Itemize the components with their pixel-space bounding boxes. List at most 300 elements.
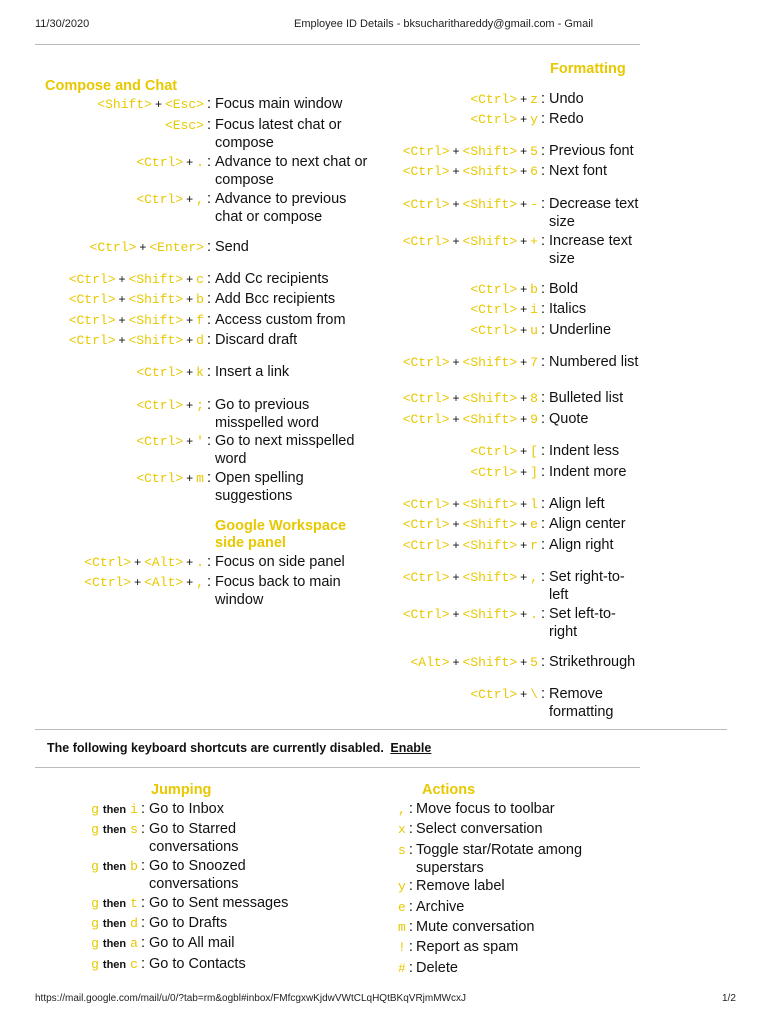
colon-separator: : [206, 433, 211, 449]
plus-separator: + [452, 164, 460, 178]
shortcut-description: Go to All mail [149, 935, 235, 951]
plus-separator: + [186, 292, 194, 306]
key-k: k [196, 365, 204, 380]
shortcut-row-go-to-inbox [87, 801, 314, 820]
then-separator: then [102, 918, 127, 930]
shortcut-keys [398, 919, 416, 937]
key-i: i [130, 802, 138, 817]
shortcut-description: Select conversation [416, 821, 543, 837]
shortcut-keys [398, 899, 416, 917]
shortcut-description: Discard draft [215, 332, 298, 348]
key-ctrl: <Ctrl> [136, 398, 184, 413]
colon-separator: : [540, 354, 545, 370]
formatting-heading: Formatting [550, 61, 626, 77]
shortcut-keys [87, 956, 149, 975]
shortcut-keys [45, 271, 215, 289]
shortcut-keys [87, 895, 149, 914]
shortcut-description: Go to Starred conversations [149, 821, 239, 855]
shortcut-keys [379, 443, 549, 461]
colon-separator: : [140, 915, 145, 931]
shortcut-keys [379, 686, 549, 704]
colon-separator: : [540, 569, 545, 585]
shortcut-description: Indent less [549, 443, 620, 459]
shortcut-keys [379, 411, 549, 429]
key-ctrl: <Ctrl> [470, 444, 518, 459]
shortcut-keys [379, 516, 549, 534]
key-alt: <Alt> [144, 555, 184, 570]
plus-separator: + [134, 555, 142, 569]
shortcut-keys [379, 143, 549, 161]
shortcut-description: Align center [549, 516, 626, 532]
actions-heading: Actions [422, 782, 476, 798]
shortcut-row-move-focus-to-toolbar [398, 801, 606, 819]
plus-separator: + [520, 655, 528, 669]
shortcut-row-archive [398, 899, 606, 917]
shortcut-row-add-bcc-recipients [45, 291, 377, 309]
plus-separator: + [118, 313, 126, 327]
key-symbol: , [196, 192, 204, 207]
plus-separator: + [520, 497, 528, 511]
top-divider [35, 44, 640, 45]
print-title: Employee ID Details - bksucharithareddy@gmail.com - Gmail [294, 18, 594, 30]
shortcut-row-mute-conversation [398, 919, 606, 937]
key-ctrl: <Ctrl> [402, 517, 450, 532]
key-ctrl: <Ctrl> [402, 234, 450, 249]
plus-separator: + [452, 391, 460, 405]
shortcut-keys [398, 801, 416, 819]
plus-separator: + [118, 272, 126, 286]
colon-separator: : [206, 332, 211, 348]
key-symbol: . [530, 607, 538, 622]
key-g: g [91, 936, 99, 951]
key-shift: <Shift> [462, 655, 518, 670]
shortcut-row-align-right [379, 537, 641, 555]
key-m: m [398, 920, 406, 935]
key-symbol: ] [530, 465, 538, 480]
shortcut-keys [45, 312, 215, 330]
shortcut-keys [87, 821, 149, 840]
shortcut-row-discard-draft [45, 332, 377, 350]
colon-separator: : [408, 842, 413, 858]
colon-separator: : [206, 554, 211, 570]
plus-separator: + [520, 687, 528, 701]
colon-separator: : [408, 801, 413, 817]
colon-separator: : [540, 516, 545, 532]
plus-separator: + [520, 517, 528, 531]
key-ctrl: <Ctrl> [402, 391, 450, 406]
plus-separator: + [186, 555, 194, 569]
key-ctrl: <Ctrl> [470, 112, 518, 127]
key-alt: <Alt> [410, 655, 450, 670]
plus-separator: + [186, 333, 194, 347]
shortcut-row-set-right-to-left [379, 569, 641, 604]
shortcut-keys [398, 842, 416, 860]
plus-separator: + [520, 323, 528, 337]
shortcut-description: Align right [549, 537, 614, 553]
shortcut-keys [379, 464, 549, 482]
shortcut-description: Italics [549, 301, 587, 317]
key-ctrl: <Ctrl> [136, 471, 184, 486]
shortcut-row-advance-to-previous-chat-or-compose [45, 191, 377, 226]
key-shift: <Shift> [128, 333, 184, 348]
colon-separator: : [540, 91, 545, 107]
plus-separator: + [520, 197, 528, 211]
shortcut-description: Insert a link [215, 364, 290, 380]
shortcut-keys [379, 537, 549, 555]
colon-separator: : [540, 143, 545, 159]
shortcut-description: Go to Sent messages [149, 895, 289, 911]
key-ctrl: <Ctrl> [136, 434, 184, 449]
shortcut-description: Increase text size [549, 233, 633, 267]
shortcut-description: Add Bcc recipients [215, 291, 336, 307]
key-t: t [130, 896, 138, 911]
shortcut-description: Advance to previous chat or compose [215, 191, 347, 225]
shortcut-keys [379, 496, 549, 514]
shortcut-description: Underline [549, 322, 612, 338]
key-5: 5 [530, 655, 538, 670]
key-shift: <Shift> [128, 272, 184, 287]
shortcut-keys [379, 606, 549, 624]
shortcut-keys [379, 91, 549, 109]
plus-separator: + [520, 391, 528, 405]
shortcut-row-bulleted-list [379, 390, 641, 408]
shortcut-row-send [45, 239, 377, 257]
page-number: 1/2 [722, 993, 736, 1004]
shortcut-keys [45, 397, 215, 415]
key-7: 7 [530, 355, 538, 370]
shortcut-row-remove-label [398, 878, 606, 896]
plus-separator: + [520, 234, 528, 248]
plus-separator: + [520, 607, 528, 621]
key-ctrl: <Ctrl> [84, 575, 132, 590]
enable-link[interactable]: Enable [390, 741, 432, 755]
key-i: i [530, 302, 538, 317]
shortcut-row-select-conversation [398, 821, 606, 839]
shortcut-keys [87, 915, 149, 934]
shortcut-keys [379, 569, 549, 587]
colon-separator: : [408, 960, 413, 976]
plus-separator: + [186, 155, 194, 169]
plus-separator: + [186, 272, 194, 286]
key-g: g [91, 896, 99, 911]
shortcut-row-go-to-sent-messages [87, 895, 314, 914]
shortcut-description: Mute conversation [416, 919, 535, 935]
shortcut-keys [379, 233, 549, 251]
key-ctrl: <Ctrl> [470, 323, 518, 338]
disabled-shortcuts-notice [47, 741, 431, 755]
plus-separator: + [452, 607, 460, 621]
key-z: z [530, 92, 538, 107]
key-ctrl: <Ctrl> [402, 355, 450, 370]
key-r: r [530, 538, 538, 553]
key-shift: <Shift> [462, 144, 518, 159]
key-shift: <Shift> [462, 517, 518, 532]
colon-separator: : [408, 939, 413, 955]
shortcut-description: Set right-to-left [549, 569, 625, 603]
key-g: g [91, 916, 99, 931]
key-c: c [196, 272, 204, 287]
shortcut-description: Report as spam [416, 939, 519, 955]
key-enter: <Enter> [149, 240, 204, 255]
key-shift: <Shift> [128, 292, 184, 307]
plus-separator: + [452, 412, 460, 426]
key-9: 9 [530, 412, 538, 427]
shortcut-row-indent-more [379, 464, 641, 482]
key-symbol: , [196, 575, 204, 590]
shortcut-keys [379, 163, 549, 181]
key-symbol: - [530, 197, 538, 212]
key-ctrl: <Ctrl> [68, 292, 116, 307]
plus-separator: + [452, 197, 460, 211]
shortcut-row-go-to-next-misspelled-word [45, 433, 377, 468]
shortcut-description: Indent more [549, 464, 627, 480]
colon-separator: : [540, 464, 545, 480]
shortcut-keys [379, 322, 549, 340]
key-shift: <Shift> [462, 570, 518, 585]
plus-separator: + [452, 517, 460, 531]
plus-separator: + [118, 333, 126, 347]
shortcut-description: Focus on side panel [215, 554, 345, 570]
shortcut-row-undo [379, 91, 641, 109]
shortcut-description: Numbered list [549, 354, 639, 370]
key-ctrl: <Ctrl> [470, 92, 518, 107]
shortcut-keys [379, 390, 549, 408]
shortcut-keys [87, 801, 149, 820]
plus-separator: + [520, 465, 528, 479]
key-ctrl: <Ctrl> [470, 687, 518, 702]
plus-separator: + [186, 575, 194, 589]
key-ctrl: <Ctrl> [470, 282, 518, 297]
shortcut-row-underline [379, 322, 641, 340]
colon-separator: : [540, 111, 545, 127]
colon-separator: : [140, 956, 145, 972]
plus-separator: + [520, 412, 528, 426]
colon-separator: : [408, 878, 413, 894]
colon-separator: : [140, 858, 145, 874]
shortcut-keys [45, 574, 215, 592]
key-a: a [130, 936, 138, 951]
shortcut-description: Remove formatting [549, 686, 614, 720]
plus-separator: + [134, 575, 142, 589]
plus-separator: + [186, 398, 194, 412]
shortcut-description: Next font [549, 163, 608, 179]
key-symbol: + [530, 234, 538, 249]
colon-separator: : [140, 801, 145, 817]
colon-separator: : [540, 163, 545, 179]
key-symbol: ' [196, 434, 204, 449]
shortcut-description: Advance to next chat or compose [215, 154, 368, 188]
then-separator: then [102, 898, 127, 910]
plus-separator: + [452, 655, 460, 669]
shortcut-row-align-center [379, 516, 641, 534]
key-shift: <Shift> [462, 538, 518, 553]
key-symbol: ! [398, 940, 406, 955]
shortcut-description: Redo [549, 111, 584, 127]
colon-separator: : [408, 899, 413, 915]
key-b: b [196, 292, 204, 307]
key-g: g [91, 802, 99, 817]
key-b: b [530, 282, 538, 297]
shortcut-description: Align left [549, 496, 605, 512]
key-s: s [398, 843, 406, 858]
shortcut-description: Delete [416, 960, 458, 976]
key-symbol: , [398, 802, 406, 817]
colon-separator: : [540, 443, 545, 459]
workspace-side-panel-heading: Google Workspace side panel [215, 518, 347, 551]
shortcut-description: Open spelling suggestions [215, 470, 304, 504]
shortcut-row-quote [379, 411, 641, 429]
plus-separator: + [154, 97, 162, 111]
key-ctrl: <Ctrl> [136, 365, 184, 380]
key-ctrl: <Ctrl> [68, 272, 116, 287]
shortcut-description: Bulleted list [549, 390, 624, 406]
key-8: 8 [530, 391, 538, 406]
shortcut-description: Go to Snoozed conversations [149, 858, 246, 892]
plus-separator: + [186, 434, 194, 448]
shortcut-description: Decrease text size [549, 196, 639, 230]
key-shift: <Shift> [462, 234, 518, 249]
shortcut-description: Archive [416, 899, 465, 915]
key-ctrl: <Ctrl> [402, 197, 450, 212]
colon-separator: : [408, 919, 413, 935]
key-m: m [196, 471, 204, 486]
key-ctrl: <Ctrl> [402, 144, 450, 159]
shortcut-keys [398, 939, 416, 957]
colon-separator: : [540, 654, 545, 670]
key-esc: <Esc> [164, 97, 204, 112]
plus-separator: + [452, 538, 460, 552]
shortcut-row-previous-font [379, 143, 641, 161]
key-y: y [530, 112, 538, 127]
colon-separator: : [540, 390, 545, 406]
shortcut-row-toggle-star-rotate-among-superstars [398, 842, 606, 877]
shortcut-description: Go to next misspelled word [215, 433, 355, 467]
colon-separator: : [206, 574, 211, 590]
plus-separator: + [520, 355, 528, 369]
shortcut-row-increase-text-size [379, 233, 641, 268]
print-date: 11/30/2020 [35, 18, 90, 30]
shortcut-keys [398, 878, 416, 896]
shortcut-row-focus-main-window [45, 96, 377, 114]
key-l: l [530, 497, 538, 512]
plus-separator: + [520, 302, 528, 316]
key-s: s [130, 822, 138, 837]
shortcut-row-report-as-spam [398, 939, 606, 957]
print-url: https://mail.google.com/mail/u/0/?tab=rm&ogbl#inbox/FMfcgxwKjdwVWtCLqHQtBKqVRjmMWcxJ [35, 993, 466, 1004]
key-ctrl: <Ctrl> [136, 192, 184, 207]
key-f: f [196, 313, 204, 328]
shortcut-keys [379, 196, 549, 214]
colon-separator: : [206, 191, 211, 207]
colon-separator: : [206, 96, 211, 112]
plus-separator: + [452, 144, 460, 158]
key-ctrl: <Ctrl> [470, 465, 518, 480]
shortcut-row-go-to-all-mail [87, 935, 314, 954]
colon-separator: : [540, 496, 545, 512]
shortcut-description: Focus latest chat or compose [215, 117, 342, 151]
plus-separator: + [520, 92, 528, 106]
shortcut-description: Add Cc recipients [215, 271, 329, 287]
key-b: b [130, 859, 138, 874]
colon-separator: : [540, 281, 545, 297]
shortcut-keys [398, 960, 416, 978]
key-shift: <Shift> [97, 97, 152, 112]
key-ctrl: <Ctrl> [84, 555, 132, 570]
shortcut-description: Access custom from [215, 312, 346, 328]
shortcut-keys [45, 470, 215, 488]
plus-separator: + [520, 444, 528, 458]
key-symbol: [ [530, 444, 538, 459]
shortcut-keys [379, 281, 549, 299]
shortcut-keys [45, 332, 215, 350]
shortcut-description: Quote [549, 411, 589, 427]
then-separator: then [102, 824, 127, 836]
shortcut-keys [45, 96, 215, 114]
colon-separator: : [540, 686, 545, 702]
key-d: d [130, 916, 138, 931]
shortcut-row-focus-latest-chat-or-compose [45, 117, 377, 152]
shortcut-description: Remove label [416, 878, 505, 894]
plus-separator: + [520, 112, 528, 126]
colon-separator: : [140, 935, 145, 951]
plus-separator: + [452, 234, 460, 248]
key-ctrl: <Ctrl> [68, 333, 116, 348]
key-symbol: \ [530, 687, 538, 702]
shortcut-description: Go to previous misspelled word [215, 397, 319, 431]
shortcut-row-indent-less [379, 443, 641, 461]
shortcut-row-bold [379, 281, 641, 299]
plus-separator: + [520, 164, 528, 178]
then-separator: then [102, 938, 127, 950]
shortcut-keys [45, 154, 215, 172]
shortcut-description: Bold [549, 281, 579, 297]
key-y: y [398, 879, 406, 894]
jumping-heading: Jumping [151, 782, 212, 798]
colon-separator: : [206, 397, 211, 413]
key-shift: <Shift> [462, 197, 518, 212]
shortcut-keys [379, 301, 549, 319]
colon-separator: : [206, 312, 211, 328]
key-symbol: . [196, 555, 204, 570]
colon-separator: : [540, 322, 545, 338]
shortcut-row-go-to-starred-conversations [87, 821, 314, 856]
key-ctrl: <Ctrl> [68, 313, 116, 328]
then-separator: then [102, 861, 127, 873]
key-shift: <Shift> [128, 313, 184, 328]
key-shift: <Shift> [462, 391, 518, 406]
key-ctrl: <Ctrl> [402, 164, 450, 179]
shortcut-keys [45, 364, 215, 382]
key-u: u [530, 323, 538, 338]
shortcut-row-set-left-to-right [379, 606, 641, 641]
colon-separator: : [206, 154, 211, 170]
colon-separator: : [140, 895, 145, 911]
colon-separator: : [408, 821, 413, 837]
shortcut-description: Send [215, 239, 249, 255]
shortcut-description: Focus main window [215, 96, 343, 112]
shortcut-row-insert-a-link [45, 364, 377, 382]
key-esc: <Esc> [164, 118, 204, 133]
key-g: g [91, 822, 99, 837]
then-separator: then [102, 804, 127, 816]
shortcut-keys [45, 191, 215, 209]
shortcut-description: Set left-to-right [549, 606, 616, 640]
shortcut-row-add-cc-recipients [45, 271, 377, 289]
plus-separator: + [118, 292, 126, 306]
colon-separator: : [206, 271, 211, 287]
plus-separator: + [520, 144, 528, 158]
key-symbol: # [398, 961, 406, 976]
